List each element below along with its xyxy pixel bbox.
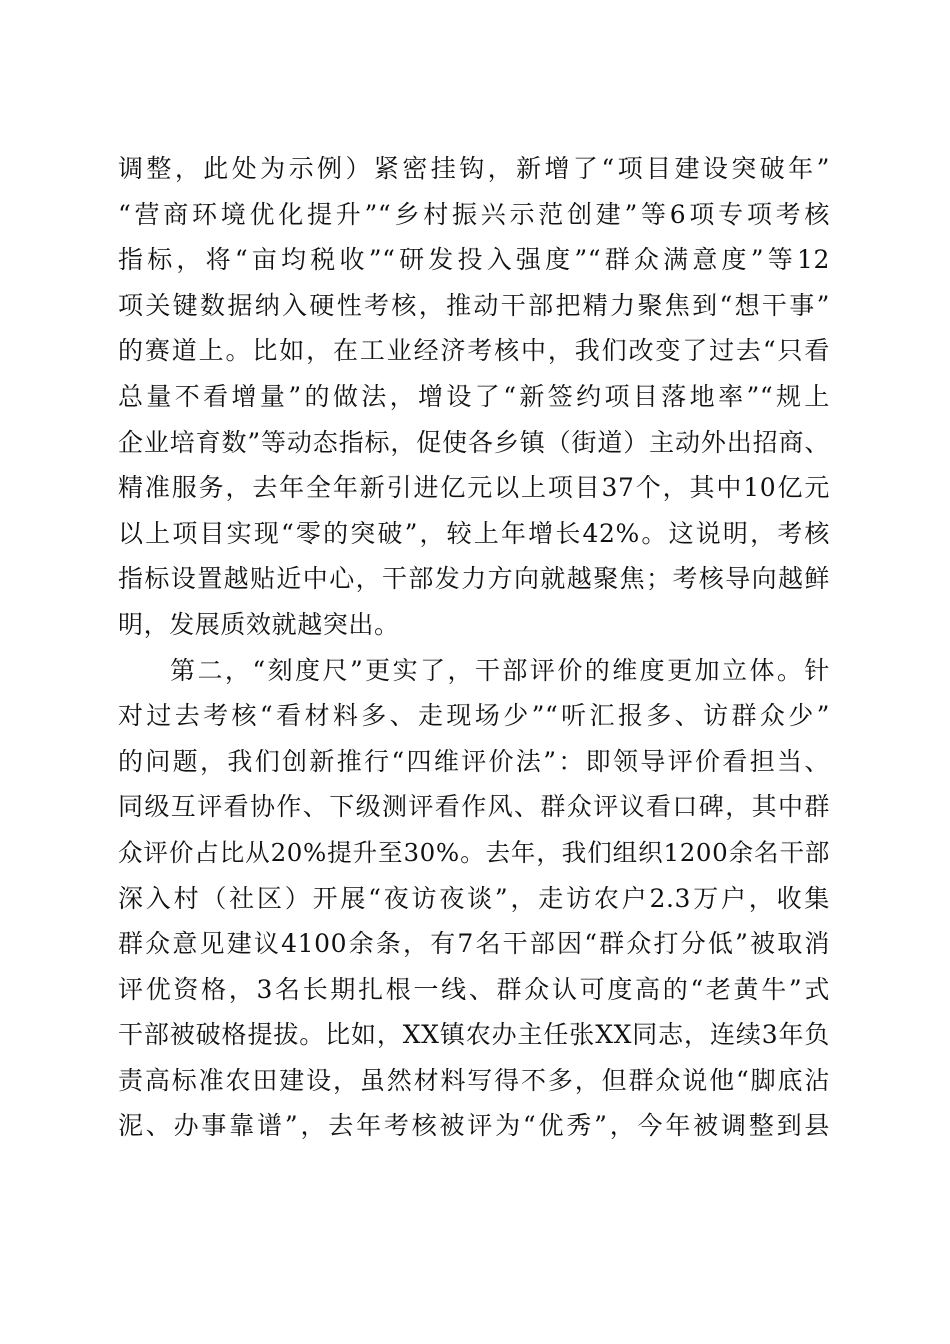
text-line: 项关键数据纳入硬性考核，推动干部把精力聚焦到“想干事” [118,290,830,320]
paragraph-end-line: 明，发展质效就越突出。 [118,609,400,639]
text-line: 评优资格，3名长期扎根一线、群众认可度高的“老黄牛”式 [118,974,830,1004]
text-line: 群众意见建议4100余条，有7名干部因“群众打分低”被取消 [118,929,830,959]
text-line: 指标设置越贴近中心，干部发力方向就越聚焦；考核导向越鲜 [118,564,830,594]
text-line: 责高标准农田建设，虽然材料写得不多，但群众说他“脚底沾 [118,1065,830,1095]
text-line: “营商环境优化提升”“乡村振兴示范创建”等6项专项考核 [118,199,830,229]
text-line: 企业培育数”等动态指标，促使各乡镇（街道）主动外出招商、 [118,427,830,457]
text-line: 的问题，我们创新推行“四维评价法”：即领导评价看担当、 [118,746,830,776]
document-body [118,146,830,1149]
text-line: 指标，将“亩均税收”“研发投入强度”“群众满意度”等12 [118,245,830,275]
text-line: 泥、办事靠谱”，去年考核被评为“优秀”，今年被调整到县 [118,1111,830,1141]
text-line: 干部被破格提拔。比如，XX镇农办主任张XX同志，连续3年负 [118,1020,830,1050]
text-line: 精准服务，去年全年新引进亿元以上项目37个，其中10亿元 [118,473,830,503]
text-line: 总量不看增量”的做法，增设了“新签约项目落地率”“规上 [118,381,830,411]
text-line: 同级互评看协作、下级测评看作风、群众评议看口碑，其中群 [118,792,830,822]
text-line: 以上项目实现“零的突破”，较上年增长42%。这说明，考核 [118,518,830,548]
text-line: 深入村（社区）开展“夜访夜谈”，走访农户2.3万户，收集 [118,883,830,913]
text-line: 的赛道上。比如，在工业经济考核中，我们改变了过去“只看 [118,336,830,366]
text-line: 对过去考核“看材料多、走现场少”“听汇报多、访群众少” [118,701,830,731]
text-line: 众评价占比从20%提升至30%。去年，我们组织1200余名干部 [118,837,830,867]
text-line: 调整，此处为示例）紧密挂钩，新增了“项目建设突破年” [118,154,830,183]
paragraph-start-line: 第二，“刻度尺”更实了，干部评价的维度更加立体。针 [170,655,830,685]
